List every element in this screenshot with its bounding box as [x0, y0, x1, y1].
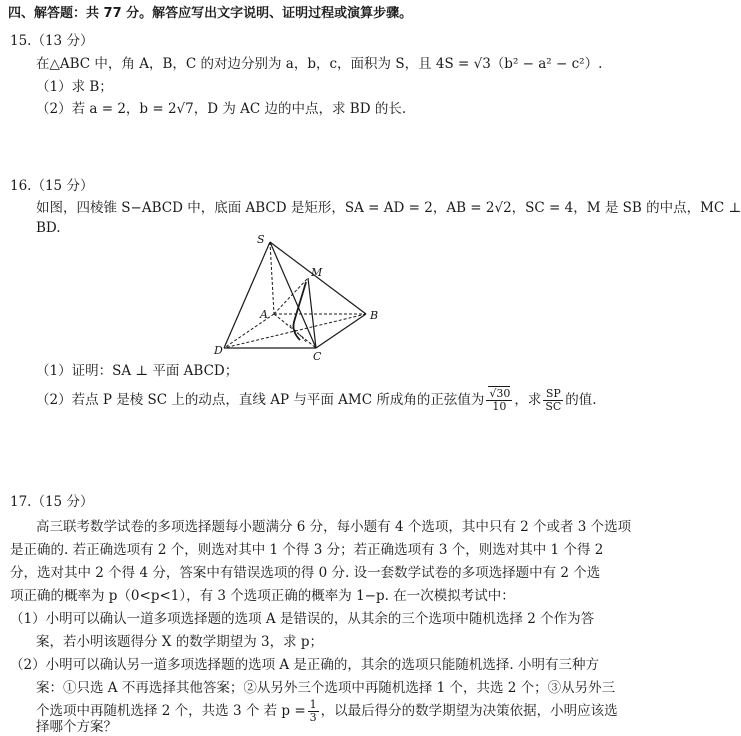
q16-sine-fraction — [486, 388, 512, 413]
q16-number: 16.（15 分） — [10, 178, 94, 194]
label-S: S — [257, 233, 265, 246]
q16-ratio-numerator: SP — [543, 388, 563, 401]
label-C: C — [313, 350, 322, 363]
section-heading: 四、解答题：共 77 分。解答应写出文字说明、证明过程或演算步骤。 — [8, 6, 413, 21]
label-M: M — [311, 266, 323, 279]
q17-line2: 是正确的. 若正确选项有 2 个，则选对其中 1 个得 3 分；若正确选项有 3 个，则选对其中 1 个得 2 — [10, 542, 604, 558]
label-B: B — [370, 309, 379, 322]
edge-AM — [274, 278, 308, 314]
edge-CB — [316, 314, 366, 348]
q17-part2-line3 — [36, 699, 618, 723]
q17-part2-line1: （2）小明可以确认另一道多项选择题的选项 A 是正确的，其余的选项只能随机选择. 小明有三种方 — [10, 657, 600, 673]
q16-sine-denominator: 10 — [492, 400, 507, 413]
q16-part1: （1）证明：SA ⊥ 平面 ABCD； — [36, 363, 239, 379]
edge-SA — [270, 242, 274, 314]
q17-part1-line2: 案，若小明该题得分 X 的数学期望为 3，求 p； — [36, 634, 324, 650]
q17-number: 17.（15 分） — [10, 494, 94, 510]
q15-part1: （1）求 B； — [36, 79, 113, 95]
q17-line3: 分，选对其中 2 个得 4 分，答案中有错误选项的得 0 分. 设一套数学试卷的多项选择题中有 2 个选 — [10, 565, 601, 581]
q17-p-denominator: 3 — [309, 711, 317, 724]
pen-mark — [290, 325, 306, 342]
pyramid-figure — [210, 230, 380, 365]
q15-number: 15.（13 分） — [10, 33, 94, 49]
q16-part2-prefix: （2）若点 P 是棱 SC 上的动点，直线 AP 与平面 AMC 所成角的正弦值为 — [36, 392, 485, 408]
q17-part2-line3-suffix: ，以最后得分的数学期望为决策依据，小明应该选 — [320, 703, 618, 719]
q15-part2: （2）若 a = 2，b = 2√7，D 为 AC 边的中点，求 BD 的长. — [36, 101, 407, 117]
q16-stem-line2: BD. — [36, 220, 61, 236]
q15-stem: 在△ABC 中，角 A，B，C 的对边分别为 a，b，c，面积为 S，且 4S = √3（b² − a² − c²）. — [36, 56, 603, 72]
q16-part2-suffix: 的值. — [565, 392, 597, 408]
q17-part2-line2: 案：①只选 A 不再选择其他答案；②从另外三个选项中再随机选择 1 个，共选 2 个；③从另外三 — [36, 680, 616, 696]
label-D: D — [214, 344, 223, 357]
q17-part2-line4: 择哪个方案？ — [36, 719, 117, 735]
q17-part2-line3-prefix: 个选项中再随机选择 2 个，共选 3 个 若 p = — [36, 703, 306, 719]
q16-part2 — [36, 387, 597, 413]
q16-ratio-fraction — [543, 388, 563, 413]
q17-p-fraction — [308, 699, 319, 724]
q16-ratio-denominator: SC — [545, 400, 562, 413]
q17-line4: 项正确的概率为 p（0<p<1），有 3 个选项正确的概率为 1−p. 在一次模拟考试中： — [10, 588, 515, 604]
q17-p-numerator: 1 — [309, 698, 317, 711]
label-A: A — [260, 308, 268, 321]
q16-sine-numerator: √30 — [489, 387, 511, 400]
q16-part2-mid: ，求 — [514, 392, 542, 408]
q17-line1: 高三联考数学试卷的多项选择题每小题满分 6 分，每小题有 4 个选项，其中只有 2 个或者 3 个选项 — [36, 519, 632, 535]
q16-stem-line1: 如图，四棱锥 S−ABCD 中，底面 ABCD 是矩形，SA = AD = 2，AB = 2√2，SC = 4，M 是 SB 的中点，MC ⊥ — [36, 200, 741, 216]
edge-SC — [270, 242, 316, 348]
q17-part1-line1: （1）小明可以确认一道多项选择题的选项 A 是错误的，从其余的三个选项中随机选择 2 个作为答 — [10, 611, 595, 627]
